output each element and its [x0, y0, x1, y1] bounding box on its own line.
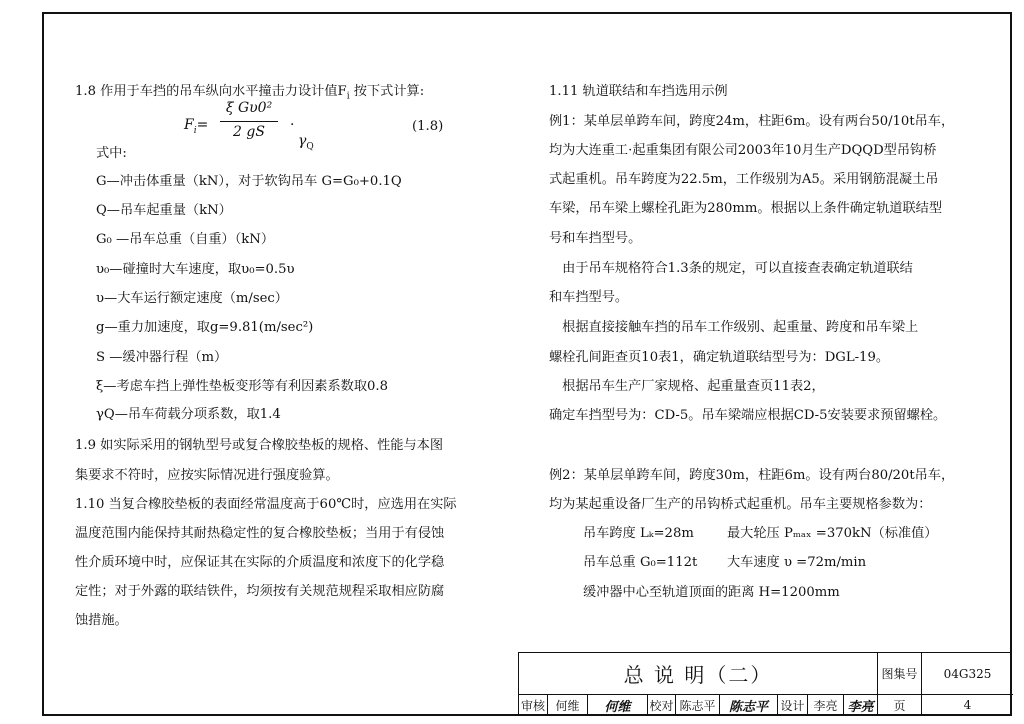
- section-1-9-line: 1.9 如实际采用的钢轨型号或复合橡胶垫板的规格、性能与本图: [75, 438, 444, 453]
- def-item: g—重力加速度，取g=9.81(m/sec²): [96, 320, 314, 335]
- example-1-line: 均为大连重工·起重集团有限公司2003年10月生产DQQD型吊钩桥: [549, 143, 937, 158]
- section-1-10-line: 1.10 当复合橡胶垫板的表面经常温度高于60℃时，应选用在实际: [75, 497, 457, 512]
- formula-number: (1.8): [412, 119, 444, 134]
- example-1-line: 螺栓孔间距查页10表1，确定轨道联结型号为：DGL-19。: [549, 350, 890, 365]
- def-item: G—冲击体重量（kN），对于软钩吊车 G=G₀+0.1Q: [96, 174, 402, 189]
- design-signature: 李亮: [843, 694, 877, 715]
- example-2-line: 均为某起重设备厂生产的吊钩桥式起重机。吊车主要规格参数为：: [549, 497, 932, 512]
- atlas-number-label: 图集号: [877, 653, 921, 694]
- design-name: 李亮: [807, 694, 843, 715]
- section-1-10-line: 性介质环境中时，应保证其在实际的介质温度和浓度下的化学稳: [75, 555, 445, 570]
- example-1-line: 根据吊车生产厂家规格、起重量查页11表2，: [549, 379, 825, 394]
- example-1-line: 式起重机。吊车跨度为22.5m，工作级别为A5。采用钢筋混凝土吊: [549, 172, 939, 187]
- param-buffer-height: 缓冲器中心至轨道顶面的距离 H=1200mm: [583, 585, 840, 600]
- where-label: 式中:: [96, 146, 127, 161]
- section-1-9-line: 集要求不符时，应按实际情况进行强度验算。: [75, 468, 339, 483]
- example-1-line: 例1：某单层单跨车间，跨度24m，柱距6m。设有两台50/10t吊车，: [549, 114, 955, 129]
- def-item: S —缓冲器行程（m）: [96, 350, 228, 365]
- formula-gamma: γ: [298, 133, 307, 149]
- param-max-wheel-load: 最大轮压 Pₘₐₓ =370kN（标准值）: [727, 526, 938, 541]
- review-name: 何维: [547, 694, 587, 715]
- section-1-10-line: 温度范围内能保持其耐热稳定性的复合橡胶垫板；当用于有侵蚀: [75, 526, 445, 541]
- formula-numerator: ξ Gυ0²: [225, 100, 273, 116]
- param-trolley-speed: 大车速度 υ =72m/min: [727, 555, 867, 570]
- example-2-line: 例2：某单层单跨车间，跨度30m，柱距6m。设有两台80/20t吊车，: [549, 468, 955, 483]
- sheet-title: 总 说 明（二）: [623, 663, 773, 687]
- design-label: 设计: [777, 694, 807, 715]
- def-item: Q—吊车起重量（kN）: [96, 203, 232, 218]
- title-block: [518, 652, 1012, 716]
- param-crane-span: 吊车跨度 Lₖ=28m: [583, 526, 694, 541]
- section-1-10-line: 定性；对于外露的联结铁件，均须按有关规范规程采取相应防腐: [75, 584, 445, 599]
- def-item: G₀ —吊车总重（自重）（kN）: [96, 232, 275, 247]
- review-label: 审核: [519, 694, 547, 715]
- param-crane-weight: 吊车总重 G₀=112t: [583, 555, 698, 570]
- formula-lhs: F: [184, 117, 194, 133]
- atlas-number: 04G325: [921, 653, 1013, 694]
- check-name: 陈志平: [675, 694, 719, 715]
- fraction-bar: [220, 121, 278, 122]
- def-item: υ—大车运行额定速度（m/sec）: [96, 291, 288, 306]
- review-signature: 何维: [587, 694, 647, 715]
- example-1-line: 号和车挡型号。: [549, 231, 642, 246]
- section-1-8-heading: 1.8 作用于车挡的吊车纵向水平撞击力设计值$F_i$ 按下式计算:: [75, 84, 425, 102]
- def-item: ξ—考虑车挡上弹性垫板变形等有利因素系数取0.8: [96, 379, 388, 394]
- def-item: γQ—吊车荷载分项系数，取1.4: [96, 407, 281, 422]
- section-1-11-heading: 1.11 轨道联结和车挡选用示例: [549, 84, 728, 99]
- example-1-line: 车梁，吊车梁上螺栓孔距为280mm。根据以上条件确定轨道联结型: [549, 201, 943, 216]
- example-1-line: 根据直接接触车挡的吊车工作级别、起重量、跨度和吊车梁上: [549, 320, 919, 335]
- formula-denominator: 2 gS: [233, 124, 265, 140]
- def-item: υ₀—碰撞时大车速度，取υ₀=0.5υ: [96, 262, 295, 277]
- section-1-10-line: 蚀措施。: [75, 613, 128, 628]
- check-signature: 陈志平: [719, 694, 777, 715]
- page-label: 页: [877, 694, 921, 715]
- example-1-line: 由于吊车规格符合1.3条的规定，可以直接查表确定轨道联结: [549, 261, 913, 276]
- example-1-line: 和车挡型号。: [549, 290, 629, 305]
- example-1-line: 确定车挡型号为：CD-5。吊车梁端应根据CD-5安装要求预留螺栓。: [549, 408, 947, 423]
- page-number: 4: [921, 694, 1013, 715]
- check-label: 校对: [647, 694, 675, 715]
